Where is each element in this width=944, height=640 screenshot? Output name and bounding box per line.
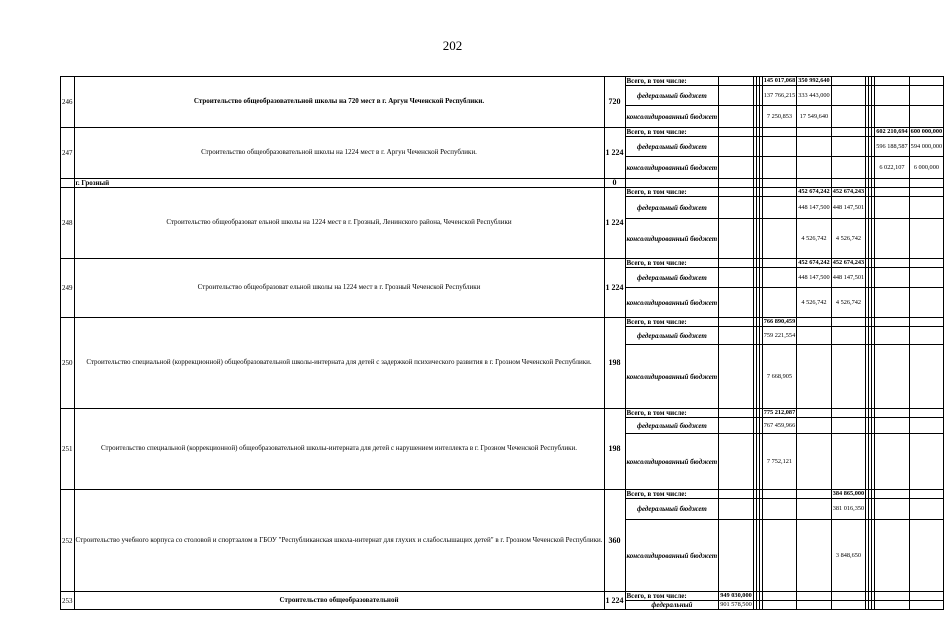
amount-cell xyxy=(875,268,909,288)
amount-cell xyxy=(719,86,753,106)
amount-cell xyxy=(797,327,831,345)
amount-cell: 145 017,068 xyxy=(763,77,796,84)
project-number: 247 xyxy=(61,128,75,179)
amount-cell xyxy=(909,288,943,318)
amount-cell xyxy=(719,197,753,219)
funding-source: консолидированный бюджет xyxy=(625,288,719,318)
amount-cell xyxy=(719,288,753,318)
project-capacity: 1 224 xyxy=(604,188,625,259)
district-capacity: 0 xyxy=(604,179,625,188)
amount-cell: 6 022,107 xyxy=(875,157,909,179)
amount-cell xyxy=(831,409,865,418)
amount-cell: 452 674,243 xyxy=(832,259,865,266)
project-number: 252 xyxy=(61,490,75,592)
funding-source: федеральный xyxy=(625,601,719,610)
amount-cell xyxy=(762,499,796,520)
project-number: 251 xyxy=(61,409,75,490)
project-name: Строительство общеобразовательной школы на 720 мест в г. Аргун Чеченской Республики. xyxy=(74,77,604,128)
amount-cell xyxy=(909,409,943,418)
table-row xyxy=(61,409,944,418)
amount-cell: 452 674,243 xyxy=(832,188,865,195)
amount-cell xyxy=(762,179,796,188)
amount-cell xyxy=(719,490,753,499)
amount-cell: 452 674,242 xyxy=(798,188,830,195)
amount-cell xyxy=(719,157,753,179)
funding-source: консолидированный бюджет xyxy=(625,434,719,490)
amount-cell xyxy=(909,179,943,188)
amount-cell xyxy=(875,106,909,128)
amount-cell xyxy=(797,592,831,601)
amount-cell xyxy=(797,179,831,188)
amount-cell xyxy=(875,259,909,268)
funding-source: Всего, в том числе: xyxy=(625,490,719,499)
amount-cell xyxy=(831,434,865,490)
project-capacity: 720 xyxy=(604,77,625,128)
amount-cell xyxy=(762,188,796,197)
project-name: Строительство специальной (коррекционной) общеобразовательной школы-интерната для детей с нарушением интеллекта в г. Грозном Чеченской Республики. xyxy=(74,409,604,490)
project-capacity: 1 224 xyxy=(604,592,625,610)
amount-cell xyxy=(831,86,865,106)
table-row xyxy=(61,128,944,137)
amount-cell: 600 000,000 xyxy=(910,128,943,135)
amount-cell xyxy=(909,259,943,268)
amount-cell xyxy=(909,327,943,345)
amount-cell: 4 526,742 xyxy=(831,219,865,259)
amount-cell xyxy=(797,418,831,434)
amount-cell: 7 752,121 xyxy=(762,434,796,490)
amount-cell xyxy=(719,268,753,288)
amount-cell xyxy=(909,601,943,610)
amount-cell xyxy=(831,592,865,601)
amount-cell xyxy=(909,345,943,409)
amount-cell xyxy=(797,157,831,179)
amount-cell xyxy=(831,77,865,86)
funding-source: Всего, в том числе: xyxy=(625,409,719,418)
project-name: Строительство специальной (коррекционной) общеобразовательной школы-интерната для детей с задержкой психического развития в г. Грозном Чеченской Республики. xyxy=(74,318,604,409)
funding-source: консолидированный бюджет xyxy=(625,345,719,409)
table-row xyxy=(61,490,944,499)
project-name: Строительство общеобразоват ельной школы на 1224 мест в г. Грозный Чеченской Республики xyxy=(74,259,604,318)
amount-cell xyxy=(909,520,943,592)
amount-cell xyxy=(875,601,909,610)
amount-cell xyxy=(909,106,943,128)
amount-cell xyxy=(875,490,909,499)
amount-cell: 4 526,742 xyxy=(797,219,831,259)
project-name: Строительство общеобразовательной школы на 1224 мест в г. Аргун Чеченской Республики. xyxy=(74,128,604,179)
district-name: г. Грозный xyxy=(74,179,604,188)
funding-source: федеральный бюджет xyxy=(625,137,719,157)
funding-source: Всего, в том числе: xyxy=(625,318,719,327)
project-number: 248 xyxy=(61,188,75,259)
amount-cell xyxy=(875,327,909,345)
amount-cell xyxy=(909,318,943,327)
funding-source: Всего, в том числе: xyxy=(625,188,719,197)
project-capacity: 198 xyxy=(604,318,625,409)
funding-source: федеральный бюджет xyxy=(625,268,719,288)
amount-cell xyxy=(875,77,909,86)
amount-cell xyxy=(831,418,865,434)
amount-cell xyxy=(875,499,909,520)
amount-cell xyxy=(909,268,943,288)
amount-cell xyxy=(797,520,831,592)
amount-cell xyxy=(762,137,796,157)
amount-cell xyxy=(875,345,909,409)
amount-cell xyxy=(831,327,865,345)
project-name: Строительство общеобразоват ельной школы на 1224 мест в г. Грозный, Ленинского района, Чеченской Республики xyxy=(74,188,604,259)
amount-cell xyxy=(762,219,796,259)
funding-source: федеральный бюджет xyxy=(625,86,719,106)
amount-cell xyxy=(762,197,796,219)
funding-source: федеральный бюджет xyxy=(625,418,719,434)
table-row xyxy=(61,592,944,601)
amount-cell: 3 848,650 xyxy=(831,520,865,592)
amount-cell: 448 147,500 xyxy=(797,268,831,288)
amount-cell: 17 549,640 xyxy=(797,106,831,128)
amount-cell: 759 221,554 xyxy=(762,327,796,345)
amount-cell: 448 147,501 xyxy=(831,268,865,288)
project-number: 246 xyxy=(61,77,75,128)
funding-source: Всего, в том числе: xyxy=(625,77,719,86)
amount-cell xyxy=(797,434,831,490)
project-number: 250 xyxy=(61,318,75,409)
project-capacity: 1 224 xyxy=(604,259,625,318)
amount-cell xyxy=(719,434,753,490)
amount-cell: 384 865,000 xyxy=(832,490,865,497)
amount-cell xyxy=(719,137,753,157)
project-capacity: 1 224 xyxy=(604,128,625,179)
amount-cell xyxy=(875,219,909,259)
table-row xyxy=(61,188,944,197)
amount-cell xyxy=(797,345,831,409)
project-name: Строительство учебного корпуса со столовой и спортзалом в ГБОУ "Республиканская школа-интернат для глухих и слабослышащих детей" в г. Грозном Чеченской Республики. xyxy=(74,490,604,592)
amount-cell: 4 526,742 xyxy=(797,288,831,318)
amount-cell xyxy=(797,499,831,520)
amount-cell xyxy=(762,268,796,288)
project-number: 249 xyxy=(61,259,75,318)
amount-cell: 767 459,966 xyxy=(762,418,796,434)
amount-cell xyxy=(797,601,831,610)
funding-source: федеральный бюджет xyxy=(625,499,719,520)
amount-cell xyxy=(909,86,943,106)
amount-cell xyxy=(831,601,865,610)
amount-cell xyxy=(719,106,753,128)
amount-cell: 448 147,501 xyxy=(831,197,865,219)
amount-cell xyxy=(831,318,865,327)
amount-cell xyxy=(909,77,943,86)
amount-cell xyxy=(762,601,796,610)
amount-cell: 766 890,459 xyxy=(763,318,796,325)
project-name: Строительство общеобразовательной xyxy=(74,592,604,610)
amount-cell xyxy=(762,157,796,179)
amount-cell xyxy=(762,288,796,318)
amount-cell xyxy=(719,128,753,137)
amount-cell: 949 030,000 xyxy=(720,592,752,599)
amount-cell xyxy=(719,327,753,345)
amount-cell xyxy=(719,345,753,409)
amount-cell xyxy=(875,318,909,327)
page-number: 202 xyxy=(442,38,463,53)
amount-cell xyxy=(719,219,753,259)
funding-source: Всего, в том числе: xyxy=(625,128,719,137)
funding-source: консолидированный бюджет xyxy=(625,106,719,128)
amount-cell xyxy=(762,128,796,137)
district-number xyxy=(61,179,75,188)
amount-cell: 6 000,000 xyxy=(909,157,943,179)
amount-cell xyxy=(831,128,865,137)
funding-source: Всего, в том числе: xyxy=(625,259,719,268)
amount-cell: 381 016,350 xyxy=(831,499,865,520)
amount-cell xyxy=(875,592,909,601)
amount-cell: 452 674,242 xyxy=(798,259,830,266)
amount-cell: 350 992,640 xyxy=(798,77,830,84)
funding-source: консолидированный бюджет xyxy=(625,157,719,179)
amount-cell: 596 188,587 xyxy=(875,137,909,157)
amount-cell xyxy=(909,434,943,490)
amount-cell xyxy=(909,197,943,219)
table-row xyxy=(61,318,944,327)
amount-cell xyxy=(831,106,865,128)
amount-cell: 137 766,215 xyxy=(762,86,796,106)
amount-cell xyxy=(909,418,943,434)
amount-cell xyxy=(909,188,943,197)
amount-cell: 448 147,500 xyxy=(797,197,831,219)
amount-cell xyxy=(875,434,909,490)
amount-cell xyxy=(797,409,831,418)
amount-cell xyxy=(831,137,865,157)
table-row xyxy=(61,259,944,268)
amount-cell xyxy=(719,418,753,434)
amount-cell: 901 578,500 xyxy=(720,601,752,608)
amount-cell: 602 210,694 xyxy=(876,128,908,135)
amount-cell: 4 526,742 xyxy=(831,288,865,318)
amount-cell xyxy=(831,179,865,188)
amount-cell: 7 668,905 xyxy=(762,345,796,409)
amount-cell xyxy=(875,179,909,188)
project-capacity: 360 xyxy=(604,490,625,592)
amount-cell xyxy=(875,409,909,418)
amount-cell xyxy=(762,259,796,268)
amount-cell: 594 000,000 xyxy=(909,137,943,157)
amount-cell xyxy=(909,490,943,499)
project-number: 253 xyxy=(61,592,75,610)
amount-cell xyxy=(797,128,831,137)
funding-source: федеральный бюджет xyxy=(625,327,719,345)
amount-cell xyxy=(719,499,753,520)
amount-cell xyxy=(719,409,753,418)
project-capacity: 198 xyxy=(604,409,625,490)
amount-cell xyxy=(762,592,796,601)
amount-cell xyxy=(875,188,909,197)
funding-source: консолидированный бюджет xyxy=(625,520,719,592)
amount-cell xyxy=(875,418,909,434)
amount-cell xyxy=(797,490,831,499)
amount-cell xyxy=(875,86,909,106)
amount-cell xyxy=(719,188,753,197)
amount-cell xyxy=(762,490,796,499)
amount-cell xyxy=(797,318,831,327)
table-row xyxy=(61,77,944,86)
amount-cell xyxy=(719,520,753,592)
funding-source: федеральный бюджет xyxy=(625,197,719,219)
amount-cell xyxy=(909,592,943,601)
amount-cell xyxy=(875,197,909,219)
amount-cell xyxy=(719,259,753,268)
amount-cell xyxy=(831,345,865,409)
amount-cell xyxy=(909,219,943,259)
amount-cell xyxy=(719,179,753,188)
amount-cell: 333 443,000 xyxy=(797,86,831,106)
amount-cell: 7 250,853 xyxy=(762,106,796,128)
funding-source: Всего, в том числе: xyxy=(625,592,719,601)
amount-cell xyxy=(797,137,831,157)
budget-table xyxy=(60,76,944,610)
amount-cell xyxy=(625,179,719,188)
amount-cell xyxy=(719,77,753,86)
amount-cell xyxy=(875,520,909,592)
amount-cell xyxy=(719,318,753,327)
district-row xyxy=(61,179,944,188)
amount-cell xyxy=(762,520,796,592)
amount-cell: 775 212,087 xyxy=(763,409,796,416)
amount-cell xyxy=(909,499,943,520)
funding-source: консолидированный бюджет xyxy=(625,219,719,259)
amount-cell xyxy=(875,288,909,318)
amount-cell xyxy=(831,157,865,179)
